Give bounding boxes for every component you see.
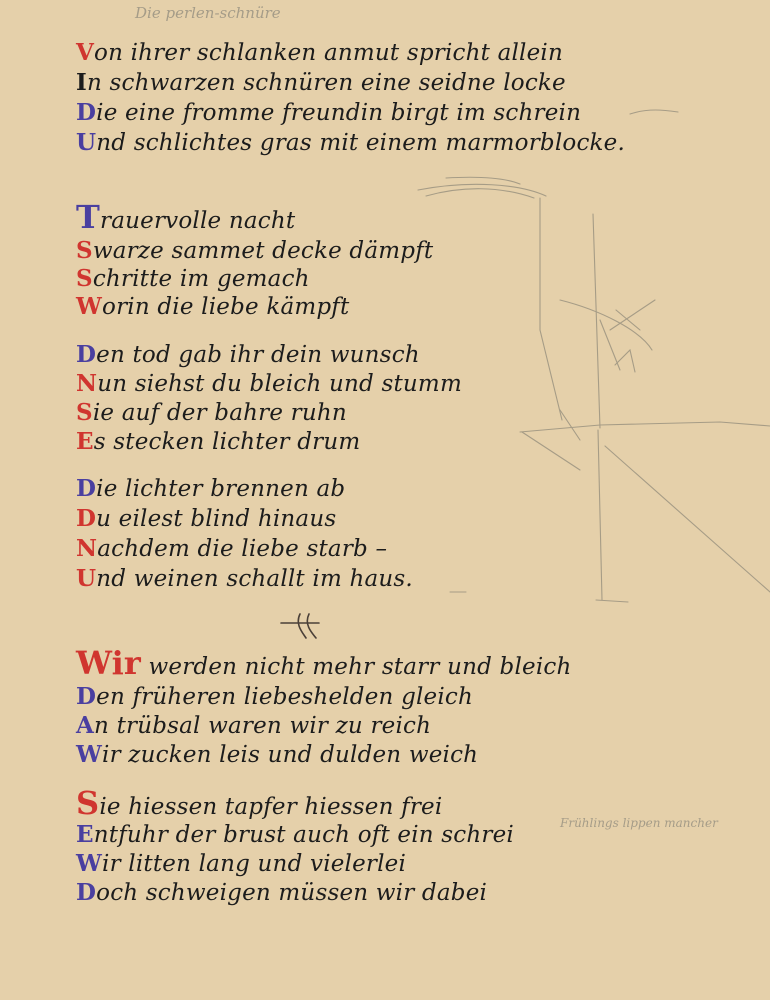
line-text: un siehst du bleich und stumm (97, 371, 462, 397)
line-text: nd weinen schallt im haus. (96, 566, 413, 592)
line-initial: A (76, 712, 95, 739)
poem-line (76, 427, 360, 457)
line-text: och schweigen müssen wir dabei (96, 880, 488, 906)
pencil-title: Die perlen-schnüre (135, 4, 281, 22)
line-text: u eilest blind hinaus (96, 506, 337, 532)
line-initial: U (76, 129, 97, 156)
line-text: ie eine fromme freundin birgt im schrein (96, 100, 582, 126)
line-text: chritte im gemach (92, 266, 310, 292)
poem-line (76, 740, 478, 770)
line-text: n schwarzen schnüren eine seidne locke (86, 70, 566, 96)
poem-line (76, 264, 310, 294)
line-initial: D (76, 99, 97, 126)
line-text: rauervolle nacht (100, 208, 296, 234)
line-text: warze sammet decke dämpft (92, 238, 434, 264)
pencil-margin-note: Frühlings lippen mancher (560, 816, 718, 830)
poem-line (76, 644, 572, 682)
poem-line (76, 474, 345, 504)
poem-line (76, 849, 406, 879)
line-initial: W (76, 741, 103, 768)
line-initial: D (76, 475, 97, 502)
line-initial: D (76, 505, 97, 532)
line-initial: Wir (76, 644, 141, 682)
line-text: n trübsal waren wir zu reich (94, 713, 432, 739)
line-text: orin die liebe kämpft (102, 294, 350, 320)
line-text: ir litten lang und vielerlei (102, 851, 407, 877)
poem-line (76, 711, 431, 741)
poem-line (76, 98, 581, 128)
line-text: ie lichter brennen ab (96, 476, 346, 502)
poem-line (76, 292, 349, 322)
poem-line (76, 534, 387, 564)
line-text: werden nicht mehr starr und bleich (141, 654, 572, 680)
line-text: ie auf der bahre ruhn (92, 400, 347, 426)
line-initial: N (76, 535, 98, 562)
line-initial: U (76, 565, 97, 592)
line-initial: E (76, 428, 94, 455)
poem-line (76, 198, 296, 236)
poem-line (76, 784, 443, 822)
poem-line (76, 68, 566, 98)
line-initial: D (76, 879, 97, 906)
poem-line (76, 878, 487, 908)
line-initial: S (76, 399, 93, 426)
line-initial: V (76, 39, 95, 66)
poem-line (76, 369, 462, 399)
line-text: en früheren liebeshelden gleich (96, 684, 474, 710)
line-initial: S (76, 784, 100, 822)
line-initial: N (76, 370, 98, 397)
poem-line (76, 820, 514, 850)
poem-line (76, 236, 433, 266)
line-initial: E (76, 821, 94, 848)
poem-line (76, 38, 563, 68)
separator-mark (281, 614, 319, 638)
poem-line (76, 340, 420, 370)
line-text: ntfuhr der brust auch oft ein schrei (93, 822, 514, 848)
line-text: s stecken lichter drum (93, 429, 361, 455)
line-initial: S (76, 265, 93, 292)
poem-line (76, 682, 473, 712)
line-initial: T (76, 198, 101, 236)
line-initial: W (76, 850, 103, 877)
line-initial: D (76, 683, 97, 710)
poem-line (76, 504, 336, 534)
line-initial: W (76, 293, 103, 320)
line-text: en tod gab ihr dein wunsch (96, 342, 420, 368)
line-text: nd schlichtes gras mit einem marmorblocke. (96, 130, 625, 156)
poem-line (76, 128, 625, 158)
line-initial: D (76, 341, 97, 368)
line-text: ir zucken leis und dulden weich (102, 742, 479, 768)
line-text: on ihrer schlanken anmut spricht allein (94, 40, 563, 66)
line-initial: I (76, 69, 87, 96)
line-text: ie hiessen tapfer hiessen frei (99, 794, 443, 820)
poem-line (76, 398, 347, 428)
line-text: achdem die liebe starb – (97, 536, 388, 562)
poem-line (76, 564, 413, 594)
line-initial: S (76, 237, 93, 264)
